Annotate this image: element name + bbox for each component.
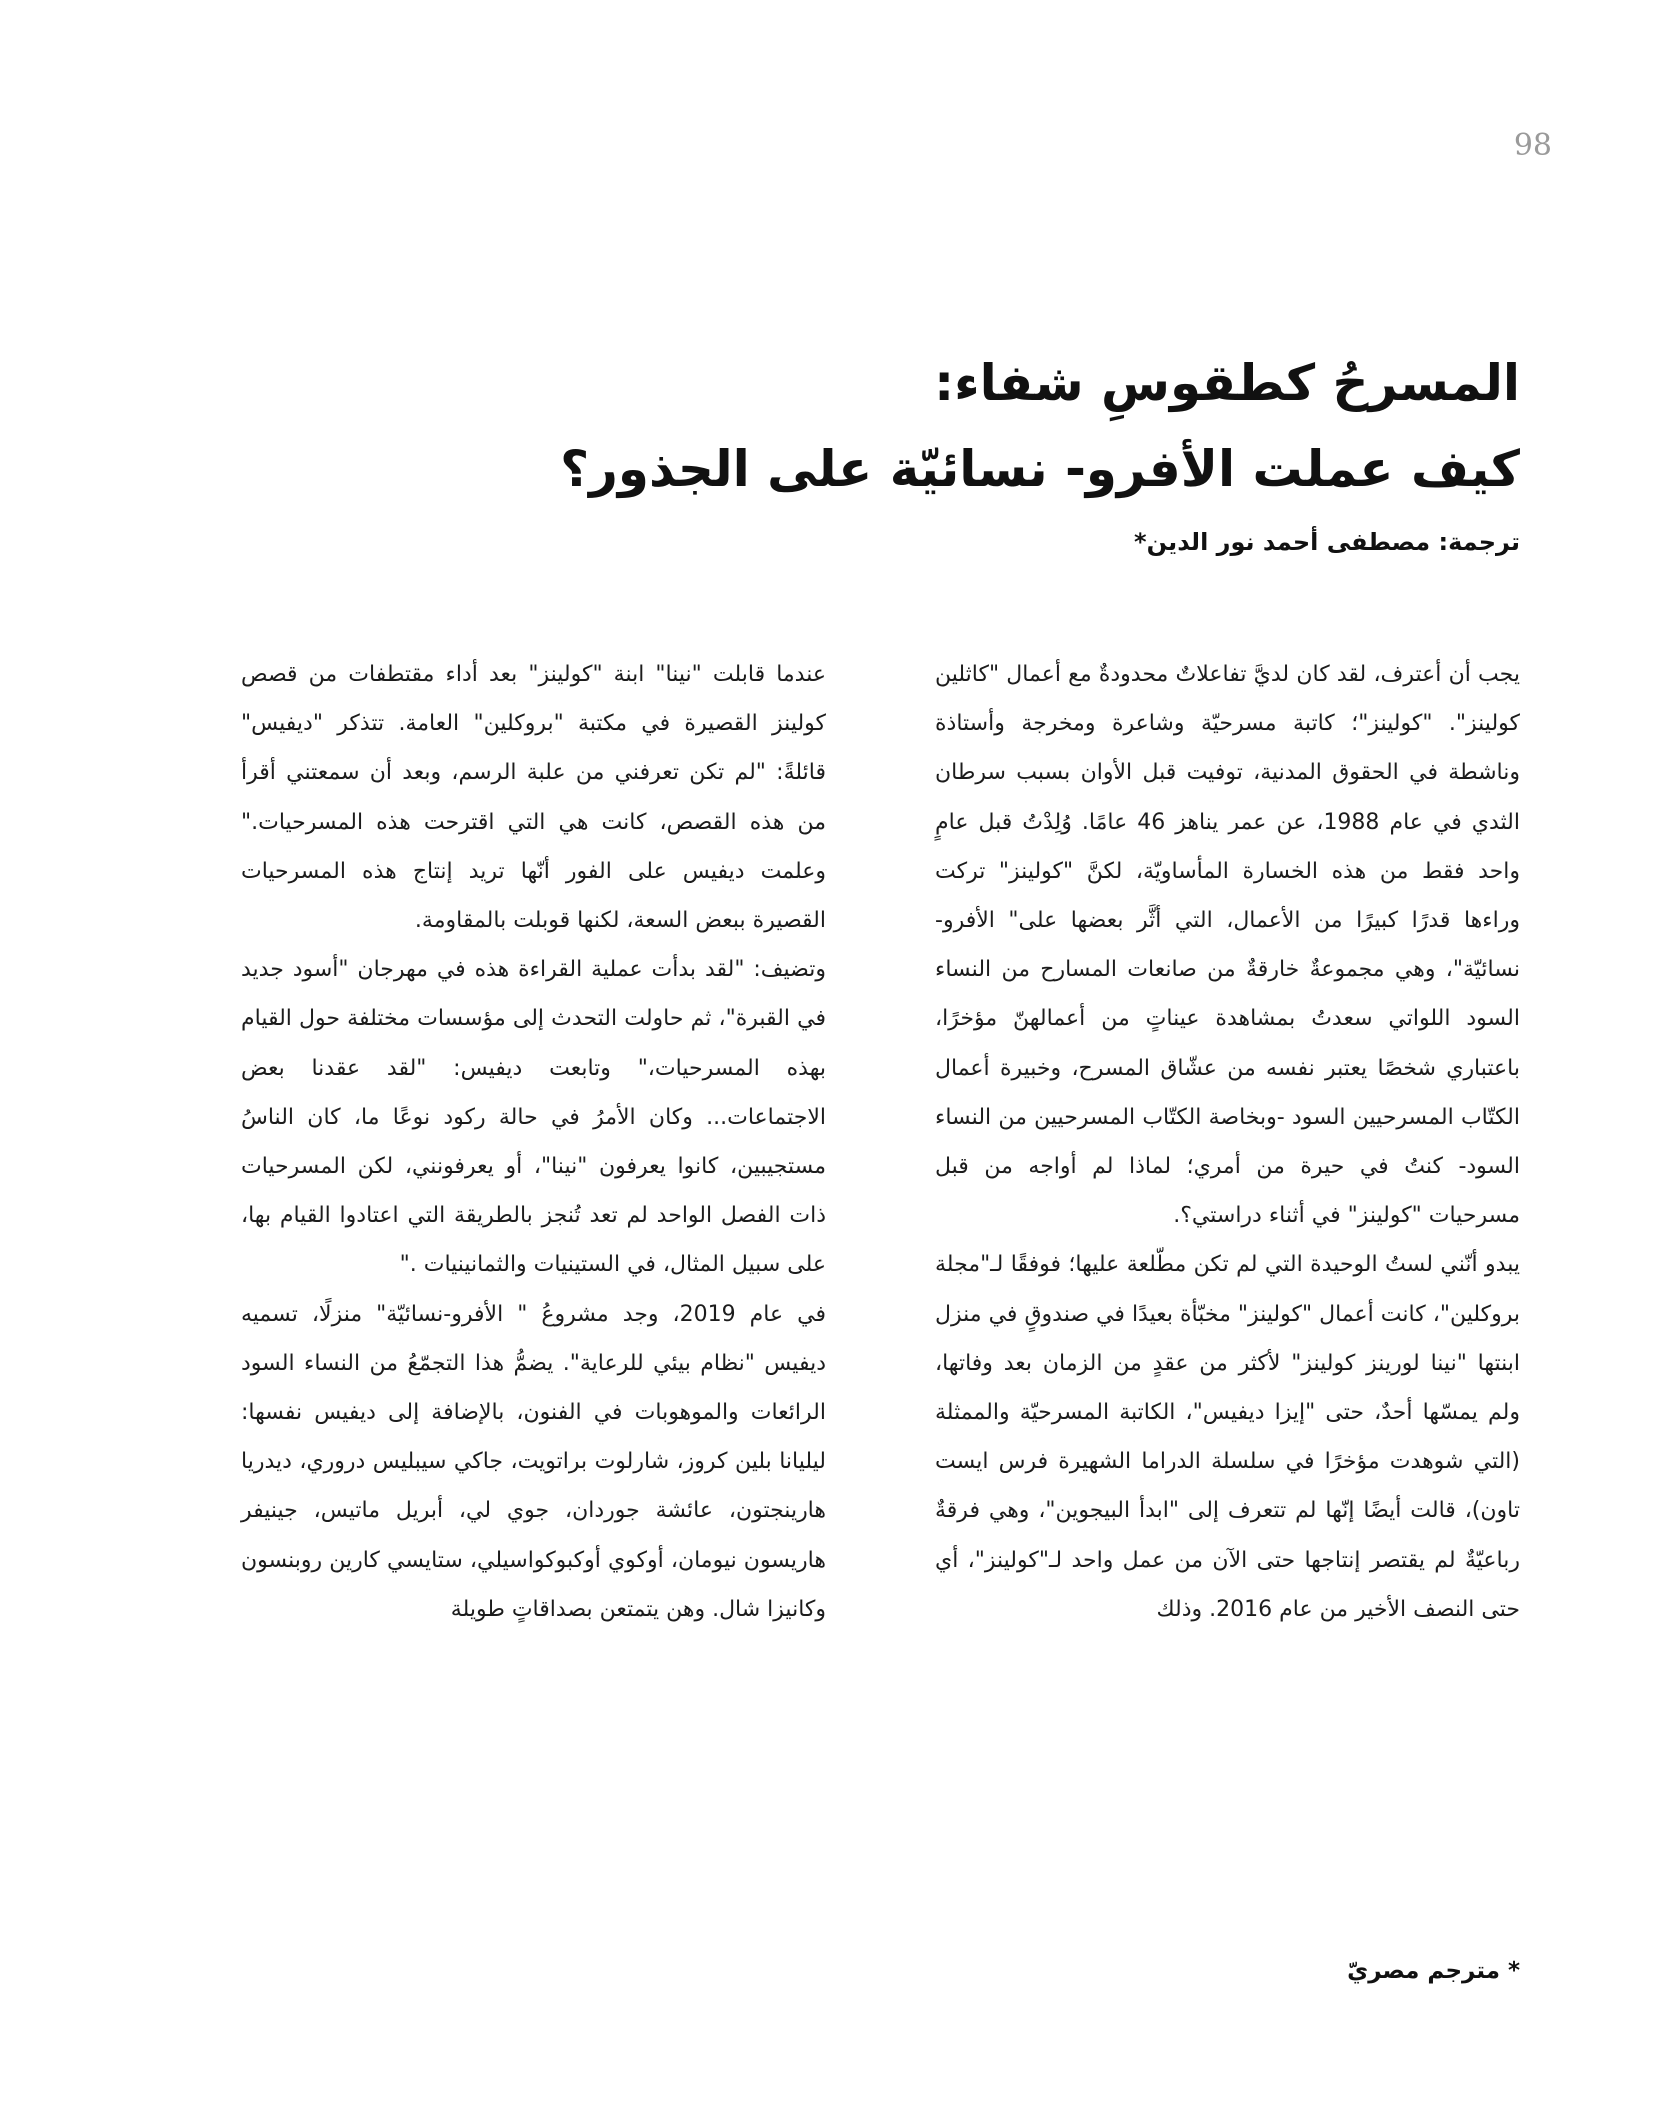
paragraph: يبدو أنّني لستُ الوحيدة التي لم تكن مطّلعة عليها؛ فوفقًا لـ"مجلة بروكلين"، كانت أعمال "كولينز" مخبّأة بعيدًا في صندوقٍ في منزل ابنتها "نينا لورينز كولينز" لأكثر من عقدٍ من الزمان بعد وفاتها، ولم يمسّها أحدٌ، حتى "إيزا ديفيس"، الكاتبة المسرحيّة والممثلة (التي شوهدت مؤخرًا في سلسلة الدراما الشهيرة فرس ايست تاون)، قالت أيضًا إنّها لم تتعرف إلى "ابدأ البيجوين"، وهي فرقةٌ رباعيّةٌ لم يقتصر إنتاجها حتى الآن من عمل واحد لـ"كولينز"، أي حتى النصف الأخير من عام 2016. وذلك	[935, 1252, 1520, 1622]
page-number: 98	[1513, 128, 1552, 163]
footnote: * مترجم مصريّ	[1347, 1958, 1520, 1984]
translator-credit: ترجمة: مصطفى أحمد نور الدين*	[1134, 528, 1520, 556]
paragraph: وتضيف: "لقد بدأت عملية القراءة هذه في مهرجان "أسود جديد في القبرة"، ثم حاولت التحدث إلى مؤسسات مختلفة حول القيام بهذه المسرحيات،" وتابعت ديفيس: "لقد عقدنا بعض الاجتماعات... وكان الأمرُ في حالة ركود نوعًا ما، كان الناسُ مستجيبين، كانوا يعرفون "نينا"، أو يعرفونني، لكن المسرحيات ذات الفصل الواحد لم تعد تُنجز بالطريقة التي اعتادوا القيام بها، على سبيل المثال، في الستينيات والثمانينيات ."	[241, 957, 826, 1278]
title-line-2: كيف عملت الأفرو- نسائيّة على الجذور؟	[560, 440, 1520, 498]
paragraph: عندما قابلت "نينا" ابنة "كولينز" بعد أداء مقتطفات من قصص كولينز القصيرة في مكتبة "بروكلين" العامة. تتذكر "ديفيس" قائلةً: "لم تكن تعرفني من علبة الرسم، وبعد أن سمعتني أقرأ من هذه القصص، كانت هي التي اقترحت هذه المسرحيات." وعلمت ديفيس على الفور أنّها تريد إنتاج هذه المسرحيات القصيرة ببعض السعة، لكنها قوبلت بالمقاومة.	[241, 662, 826, 934]
article-title	[220, 340, 1520, 512]
paragraph: يجب أن أعترف، لقد كان لديَّ تفاعلاتٌ محدودةٌ مع أعمال "كاثلين كولينز". "كولينز"؛ كاتبة مسرحيّة وشاعرة ومخرجة وأستاذة وناشطة في الحقوق المدنية، توفيت قبل الأوان بسبب سرطان الثدي في عام 1988، عن عمر يناهز 46 عامًا. وُلِدْتُ قبل عامٍ واحد فقط من هذه الخسارة المأساويّة، لكنَّ "كولينز" تركت وراءها قدرًا كبيرًا من الأعمال، التي أثَّر بعضها على" الأفرو-نسائيّة"، وهي مجموعةٌ خارقةٌ من صانعات المسارح من النساء السود اللواتي سعدتُ بمشاهدة عيناتٍ من أعمالهنّ مؤخرًا، باعتباري شخصًا يعتبر نفسه من عشّاق المسرح، وخبيرة أعمال الكتّاب المسرحيين السود -وبخاصة الكتّاب المسرحيين من النساء السود- كنتُ في حيرة من أمري؛ لماذا لم أواجه من قبل مسرحيات "كولينز" في أثناء دراستي؟.	[935, 662, 1520, 1229]
text-column-right	[935, 650, 1520, 1634]
title-line-1: المسرحُ كطقوسِ شفاء:	[934, 354, 1520, 412]
text-column-left	[241, 650, 826, 1634]
paragraph: في عام 2019، وجد مشروعُ " الأفرو-نسائيّة" منزلًا، تسميه ديفيس "نظام بيئي للرعاية". يضمُّ هذا التجمّعُ من النساء السود الرائعات والموهوبات في الفنون، بالإضافة إلى ديفيس نفسها: ليليانا بلين كروز، شارلوت براتويت، جاكي سيبليس دروري، ديدريا هارينجتون، عائشة جوردان، جوي لي، أبريل ماتيس، جينيفر هاريسون نيومان، أوكوي أوكبوكواسيلي، ستايسي كارين روبنسون وكانيزا شال. وهن يتمتعن بصداقاتٍ طويلة	[241, 1301, 826, 1622]
